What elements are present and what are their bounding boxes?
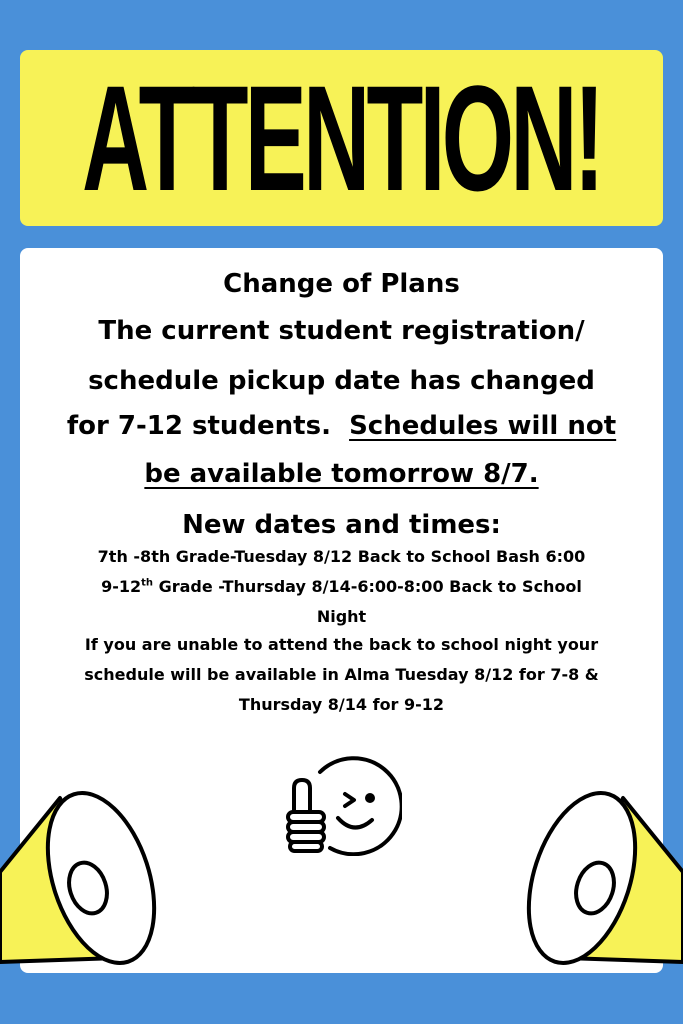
schedule-line-2-sup: th (141, 577, 154, 589)
notice-line-3-plain: for 7-12 students. (66, 411, 350, 441)
megaphone-icon (523, 780, 683, 980)
schedule-line-2 (0, 572, 683, 602)
schedule-line-6: Thursday 8/14 for 9-12 (238, 695, 445, 714)
notice-line-3 (0, 404, 683, 448)
schedule-line-4: If you are unable to attend the back to school night your (84, 635, 599, 654)
schedule-line-2-rest: Grade -Thursday 8/14-6:00-8:00 Back to School (153, 577, 582, 596)
megaphone-icon (0, 780, 160, 980)
attention-banner (20, 50, 663, 226)
winking-thumbs-up-icon (282, 752, 402, 856)
banner-title: ATTENTION! (82, 54, 602, 222)
schedule-line-3: Night (316, 607, 367, 626)
notice-line-4-underlined: be available tomorrow 8/7. (144, 459, 539, 489)
notice-line-4 (0, 452, 683, 496)
schedule-line-5: schedule will be available in Alma Tuesday 8/12 for 7-8 & (84, 665, 599, 684)
schedule-line-2-prefix: 9-12 (101, 577, 142, 596)
notice-heading: Change of Plans (223, 269, 460, 299)
notice-line-3-underlined: Schedules will not (349, 411, 617, 441)
notice-line-1: The current student registration/ (98, 316, 585, 346)
new-dates-heading: New dates and times: (182, 510, 501, 540)
notice-line-2: schedule pickup date has changed (88, 366, 595, 396)
schedule-line-1: 7th -8th Grade-Tuesday 8/12 Back to School Bash 6:00 (97, 547, 586, 566)
